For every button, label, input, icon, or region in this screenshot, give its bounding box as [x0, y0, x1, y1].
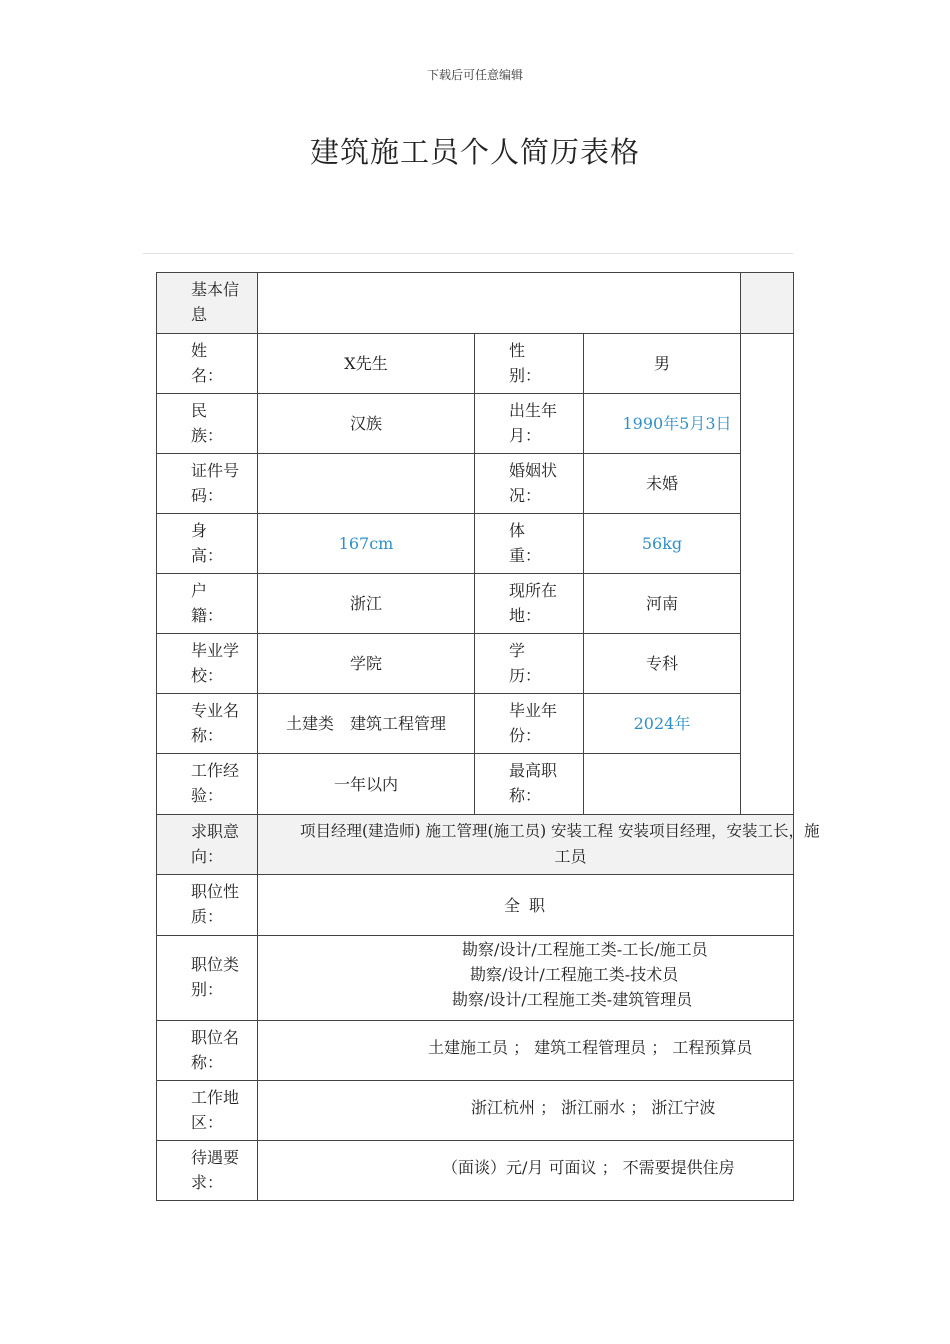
label-intent: 求职意 向： — [156, 814, 258, 875]
value-id-number — [257, 453, 475, 514]
value-marital: 未婚 — [583, 453, 741, 514]
value-intent — [257, 814, 820, 875]
intent-line-2: 工员 — [554, 847, 587, 866]
value-work-area: 浙江杭州 ； 浙江丽水 ； 浙江宁波 — [257, 1080, 794, 1141]
value-school: 学院 — [257, 633, 475, 694]
label-school: 毕业学 校： — [156, 633, 258, 694]
label-job-nature: 职位性 质： — [156, 874, 258, 936]
label-location: 现所在 地： — [474, 573, 584, 634]
value-weight: 56kg — [583, 513, 741, 574]
label-education: 学 历： — [474, 633, 584, 694]
label-height: 身 高： — [156, 513, 258, 574]
section-basic-band — [257, 272, 741, 334]
intent-line-1: 项目经理(建造师) 施工管理(施工员) 安装工程 安装项目经理，安装工长，施 — [300, 822, 820, 840]
label-grad-year: 毕业年 份： — [474, 693, 584, 754]
value-major: 土建类 建筑工程管理 — [257, 693, 475, 754]
divider — [143, 253, 793, 254]
job-category-line: 勘察/设计/工程施工类-技术员 — [470, 965, 679, 984]
label-birth: 出生年 月： — [474, 393, 584, 454]
label-work-area: 工作地 区： — [156, 1080, 258, 1141]
label-experience: 工作经 验： — [156, 753, 258, 815]
label-major: 专业名 称： — [156, 693, 258, 754]
value-name: X先生 — [257, 333, 475, 394]
value-salary: （面谈）元/月 可面议 ； 不需要提供住房 — [257, 1140, 794, 1201]
value-job-title: 土建施工员 ； 建筑工程管理员 ； 工程预算员 — [257, 1020, 794, 1081]
value-ethnicity: 汉族 — [257, 393, 475, 454]
label-id-number: 证件号 码： — [156, 453, 258, 514]
label-weight: 体 重： — [474, 513, 584, 574]
label-ethnicity: 民 族： — [156, 393, 258, 454]
section-basic-label: 基本信 息 — [156, 272, 258, 334]
value-location: 河南 — [583, 573, 741, 634]
value-job-category — [257, 935, 794, 1021]
value-job-nature: 全 职 — [257, 874, 794, 936]
label-hukou: 户 籍： — [156, 573, 258, 634]
value-title-rank — [583, 753, 741, 815]
job-category-line: 勘察/设计/工程施工类-建筑管理员 — [452, 990, 693, 1009]
photo-area — [740, 333, 794, 815]
label-salary: 待遇要 求： — [156, 1140, 258, 1201]
job-category-line: 勘察/设计/工程施工类-工长/施工员 — [462, 940, 708, 959]
label-title-rank: 最高职 称： — [474, 753, 584, 815]
label-marital: 婚姻状 况： — [474, 453, 584, 514]
label-name: 姓 名： — [156, 333, 258, 394]
value-education: 专科 — [583, 633, 741, 694]
page-title: 建筑施工员个人简历表格 — [309, 135, 640, 169]
value-height: 167cm — [257, 513, 475, 574]
label-job-category: 职位类 别： — [156, 935, 258, 1021]
section-basic-corner — [740, 272, 794, 334]
value-grad-year: 2024年 — [583, 693, 741, 754]
value-experience: 一年以内 — [257, 753, 475, 815]
label-job-title: 职位名 称： — [156, 1020, 258, 1081]
value-gender: 男 — [583, 333, 741, 394]
label-gender: 性 别： — [474, 333, 584, 394]
value-birth: 1990年5月3日 — [583, 393, 741, 454]
header-note: 下载后可任意编辑 — [426, 68, 523, 82]
value-hukou: 浙江 — [257, 573, 475, 634]
